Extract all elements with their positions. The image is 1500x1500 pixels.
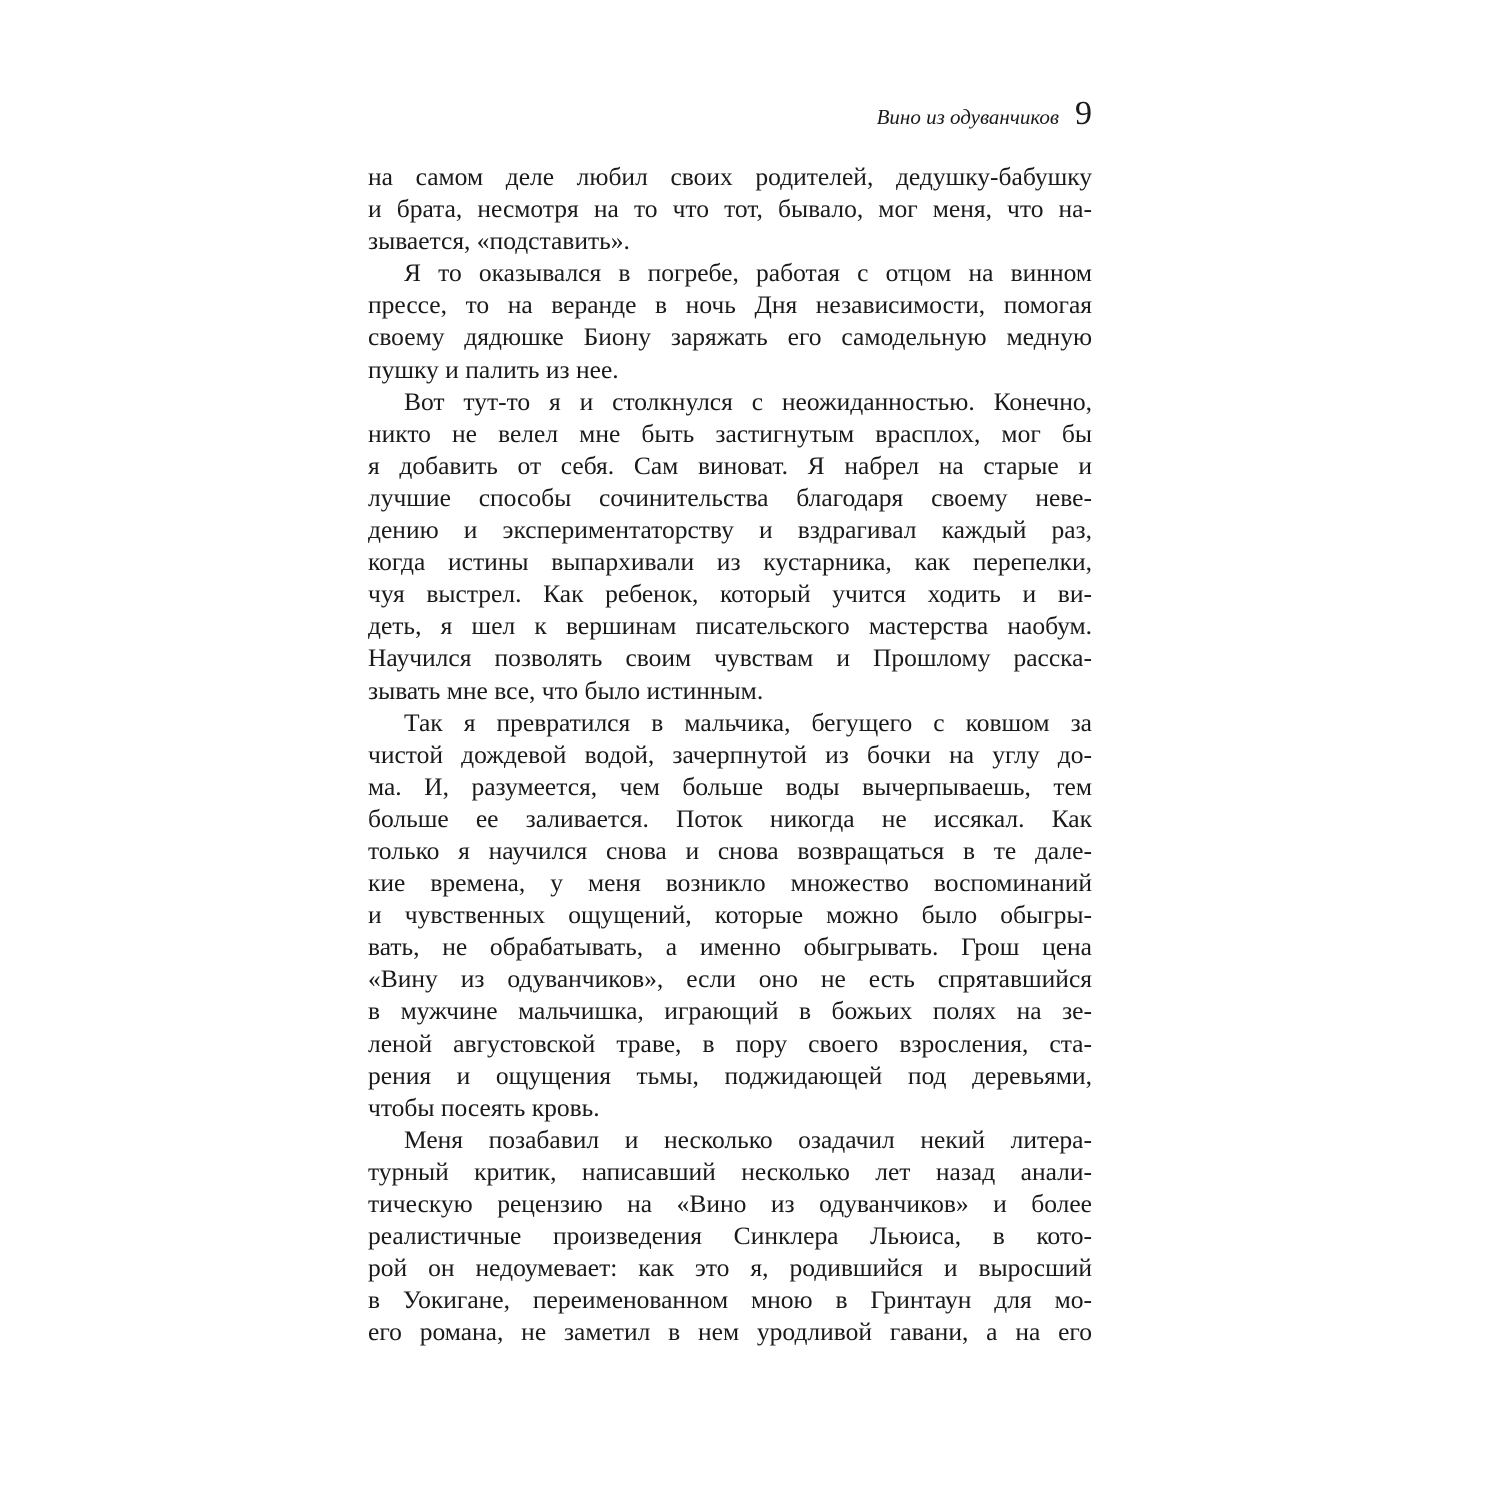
text-line: зывать мне все, что было истинным.: [368, 675, 764, 705]
text-line: ма. И, разумеется, чем больше воды вычерпываешь, тем: [368, 771, 1092, 801]
text-line: рения и ощущения тьмы, поджидающей под деревьями,: [368, 1060, 1092, 1090]
running-title: Вино из одуванчиков: [876, 105, 1059, 129]
text-line: чистой дождевой водой, зачерпнутой из бочки на углу до-: [368, 739, 1092, 769]
text-line: и брата, несмотря на то что тот, бывало, мог меня, что на-: [368, 194, 1092, 224]
text-line: Научился позволять своим чувствам и Прошлому расска-: [368, 643, 1092, 673]
text-line: рой он недоумевает: как это я, родившийся и выросший: [368, 1253, 1092, 1283]
text-line: деть, я шел к вершинам писательского мастерства наобум.: [368, 611, 1092, 641]
text-line: никто не велел мне быть застигнутым врасплох, мог бы: [368, 418, 1092, 448]
text-line: его романа, не заметил в нем уродливой гавани, а на его: [368, 1317, 1092, 1347]
text-line: Так я превратился в мальчика, бегущего с ковшом за: [404, 707, 1092, 737]
text-line: прессе, то на веранде в ночь Дня независимости, помогая: [368, 290, 1092, 320]
text-line: вать, не обрабатывать, а именно обыгрывать. Грош цена: [368, 932, 1092, 962]
text-line: когда истины выпархивали из кустарника, как перепелки,: [368, 547, 1092, 577]
text-line: турный критик, написавший несколько лет назад анали-: [368, 1156, 1092, 1186]
text-line: леной августовской траве, в пору своего взросления, ста-: [368, 1028, 1092, 1058]
text-line: в мужчине мальчишка, играющий в божьих полях на зе-: [368, 996, 1092, 1026]
text-line: кие времена, у меня возникло множество воспоминаний: [368, 868, 1092, 898]
text-line: пушку и палить из нее.: [368, 354, 619, 384]
text-line: Вот тут-то я и столкнулся с неожиданностью. Конечно,: [404, 386, 1092, 416]
text-line: Я то оказывался в погребе, работая с отцом на винном: [404, 258, 1092, 288]
text-line: только я научился снова и снова возвращаться в те дале-: [368, 835, 1092, 865]
book-page: [368, 95, 1092, 1348]
text-line: реалистичные произведения Синклера Льюиса, в кото-: [368, 1221, 1092, 1251]
text-line: лучшие способы сочинительства благодаря своему неве-: [368, 482, 1092, 512]
text-line: чтобы посеять кровь.: [368, 1092, 600, 1122]
text-line: чуя выстрел. Как ребенок, который учится ходить и ви-: [368, 579, 1092, 609]
body-text: [368, 161, 1092, 1348]
text-line: дению и экспериментаторству и вздрагивал каждый раз,: [368, 515, 1092, 545]
text-line: Меня позабавил и несколько озадачил некий литера-: [404, 1124, 1092, 1154]
text-line: я добавить от себя. Сам виноват. Я набрел на старые и: [368, 450, 1092, 480]
text-line: своему дядюшке Биону заряжать его самодельную медную: [368, 322, 1092, 352]
text-line: на самом деле любил своих родителей, дедушку-бабушку: [368, 162, 1092, 191]
page-number: 9: [1075, 95, 1092, 132]
text-line: зывается, «подставить».: [368, 226, 630, 256]
text-line: больше ее заливается. Поток никогда не иссякал. Как: [368, 803, 1092, 833]
text-line: и чувственных ощущений, которые можно было обыгры-: [368, 900, 1092, 930]
running-head: [368, 95, 1092, 145]
text-line: в Уокигане, переименованном мною в Гринтаун для мо-: [368, 1285, 1092, 1315]
text-line: «Вину из одуванчиков», если оно не есть спрятавшийся: [368, 964, 1092, 994]
text-line: тическую рецензию на «Вино из одуванчиков» и более: [368, 1189, 1092, 1218]
